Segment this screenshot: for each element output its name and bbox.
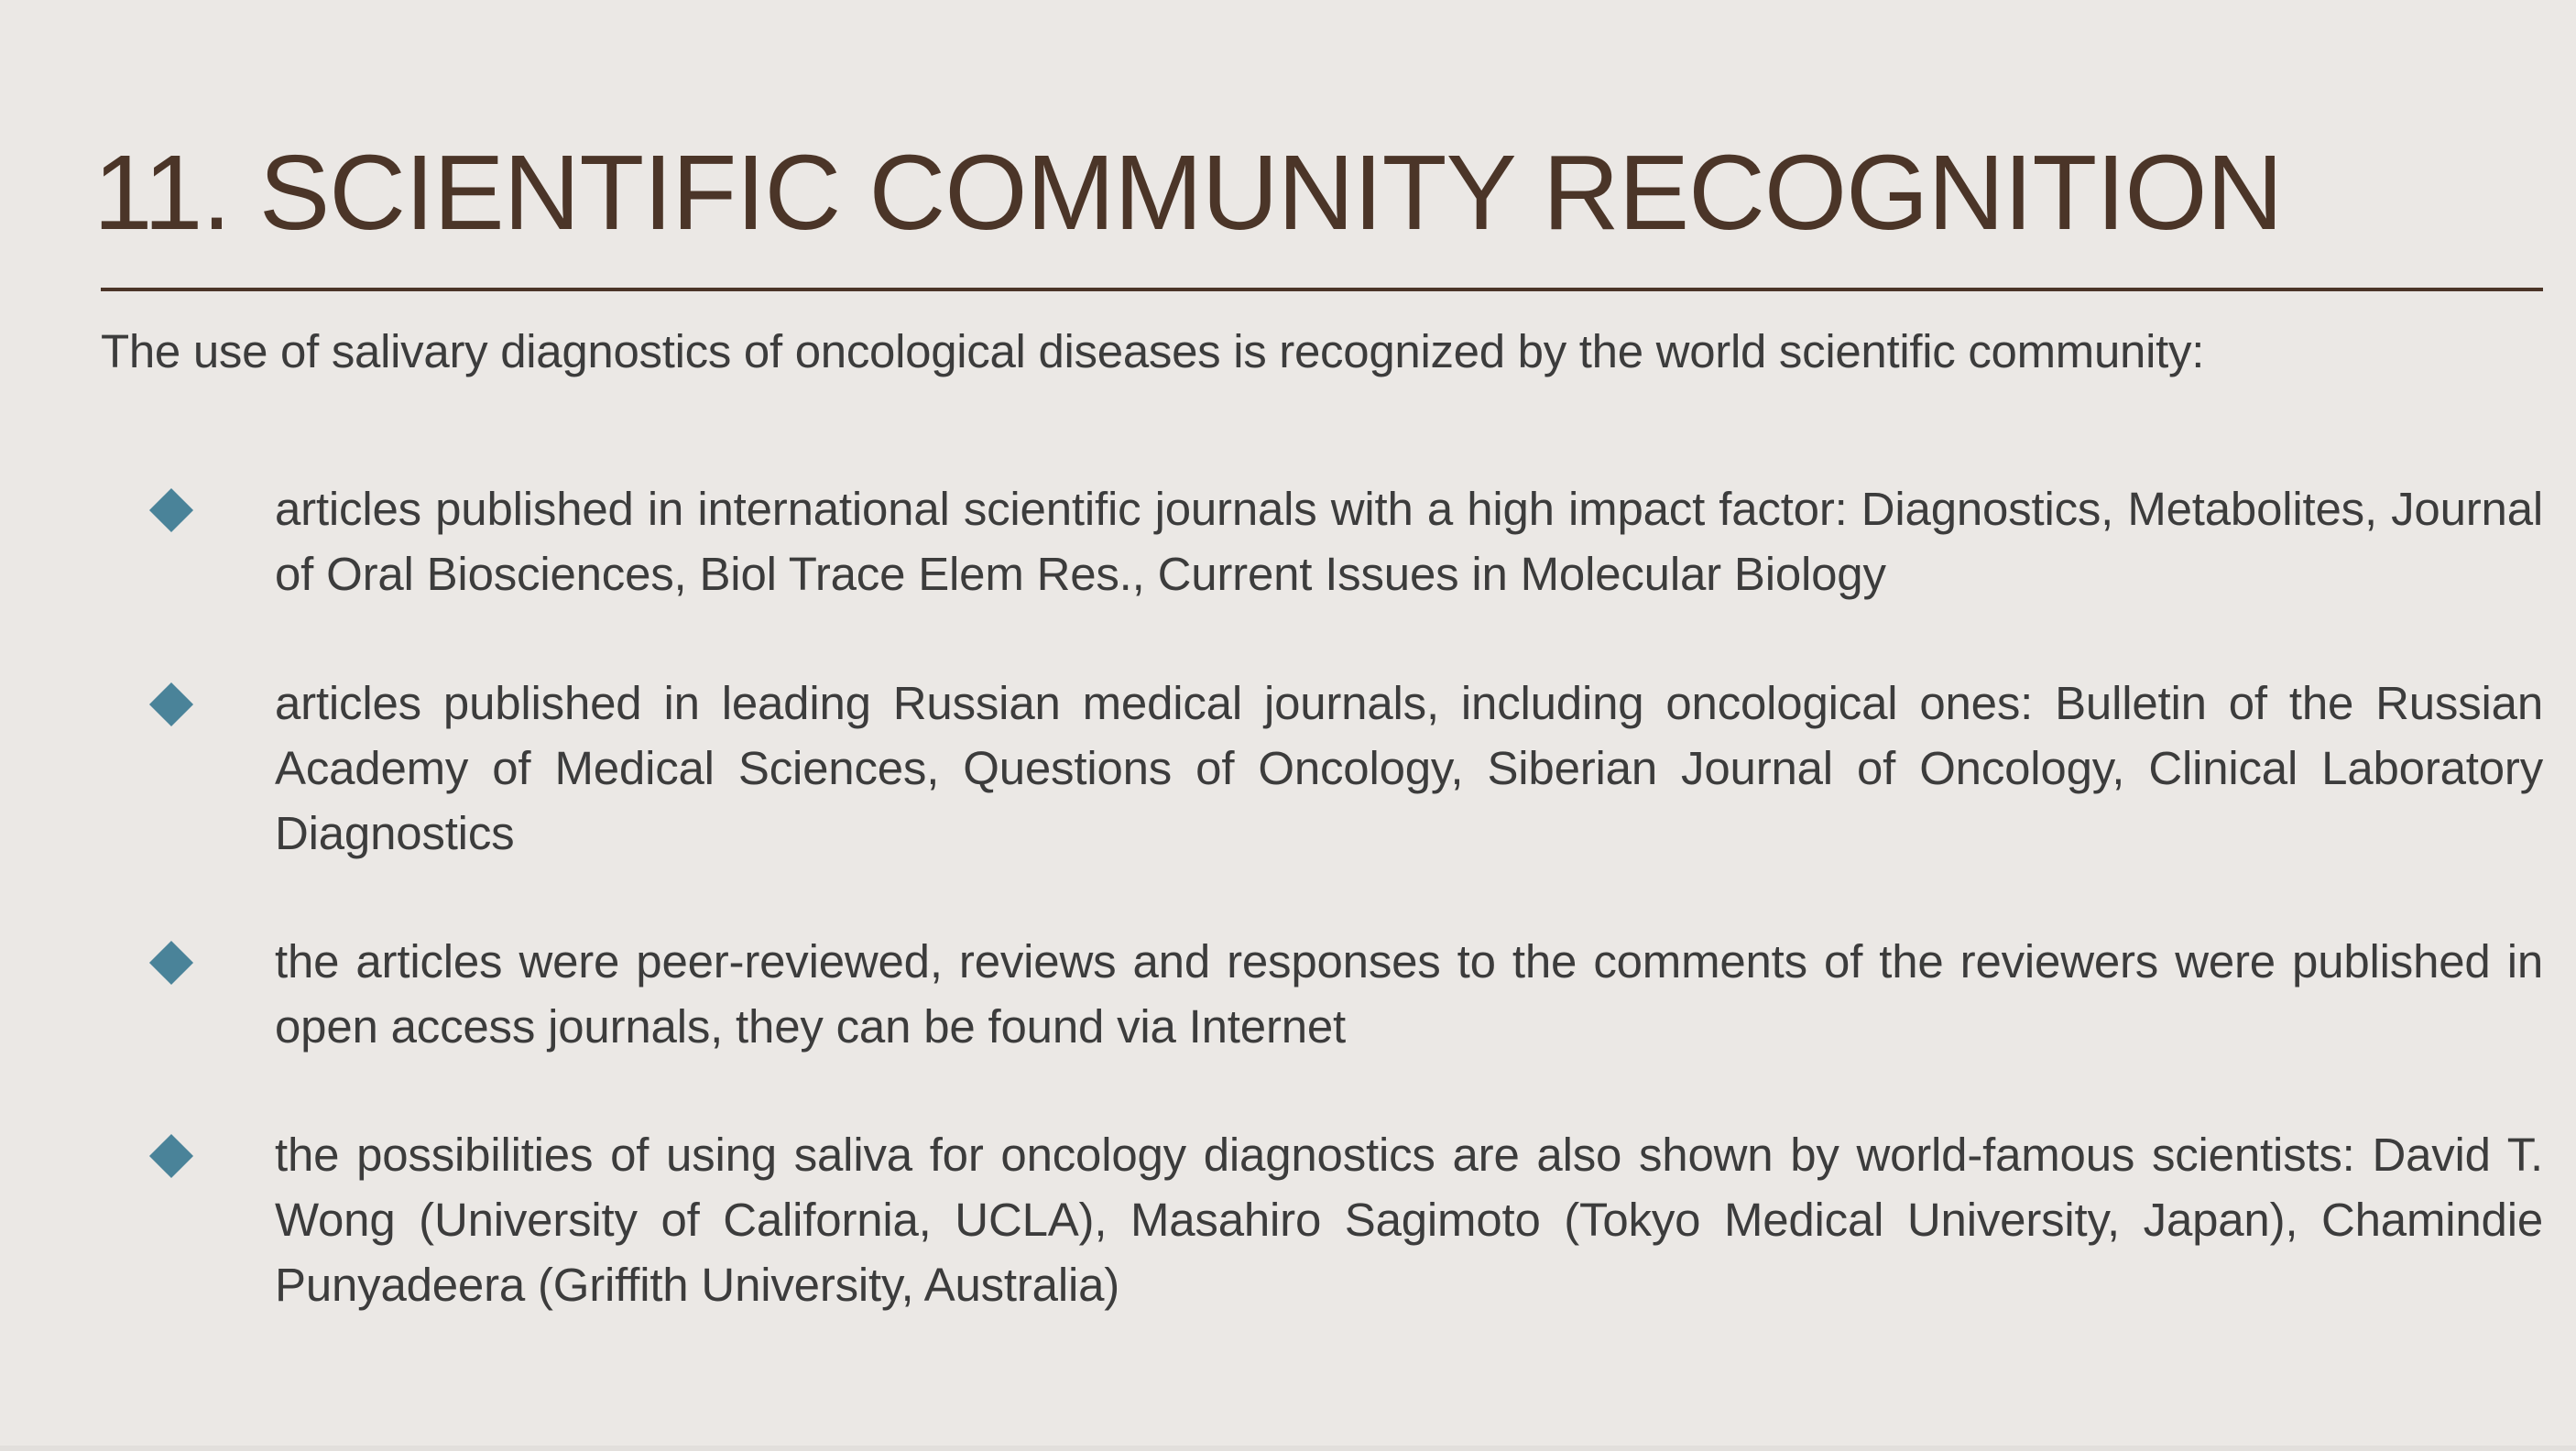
diamond-icon [149, 682, 193, 726]
slide-title: 11. SCIENTIFIC COMMUNITY RECOGNITION [93, 133, 2283, 252]
bullet-text: articles published in international scientific journals with a high impact factor: Diagnostics, Metabolites, Journal of Oral Biosciences, Biol Trace Elem Res., Current Issues in Molecular Biology [275, 483, 2543, 600]
bullet-text: the articles were peer-reviewed, reviews and responses to the comments of the reviewers were published in open access journals, they can be found via Internet [275, 935, 2543, 1053]
list-item [275, 929, 2543, 1059]
diamond-icon [149, 1134, 193, 1178]
list-item [275, 476, 2543, 606]
list-item [275, 1122, 2543, 1317]
list-item [275, 671, 2543, 866]
diamond-icon [149, 488, 193, 532]
intro-text: The use of salivary diagnostics of oncological diseases is recognized by the world scientific community: [101, 325, 2205, 377]
bullet-text: the possibilities of using saliva for oncology diagnostics are also shown by world-famous scientists: David T. Wong (University of California, UCLA), Masahiro Sagimoto (Tokyo Medical University, Japan), Chamindie Punyadeera (Griffith University, Australia) [275, 1129, 2543, 1311]
bottom-band [0, 1446, 2576, 1451]
bullet-text: articles published in leading Russian medical journals, including oncological ones: Bulletin of the Russian Academy of Medical Sciences, Questions of Oncology, Siberian Journal of Oncology, Clinical Laboratory Diagnostics [275, 677, 2543, 859]
diamond-icon [149, 941, 193, 985]
